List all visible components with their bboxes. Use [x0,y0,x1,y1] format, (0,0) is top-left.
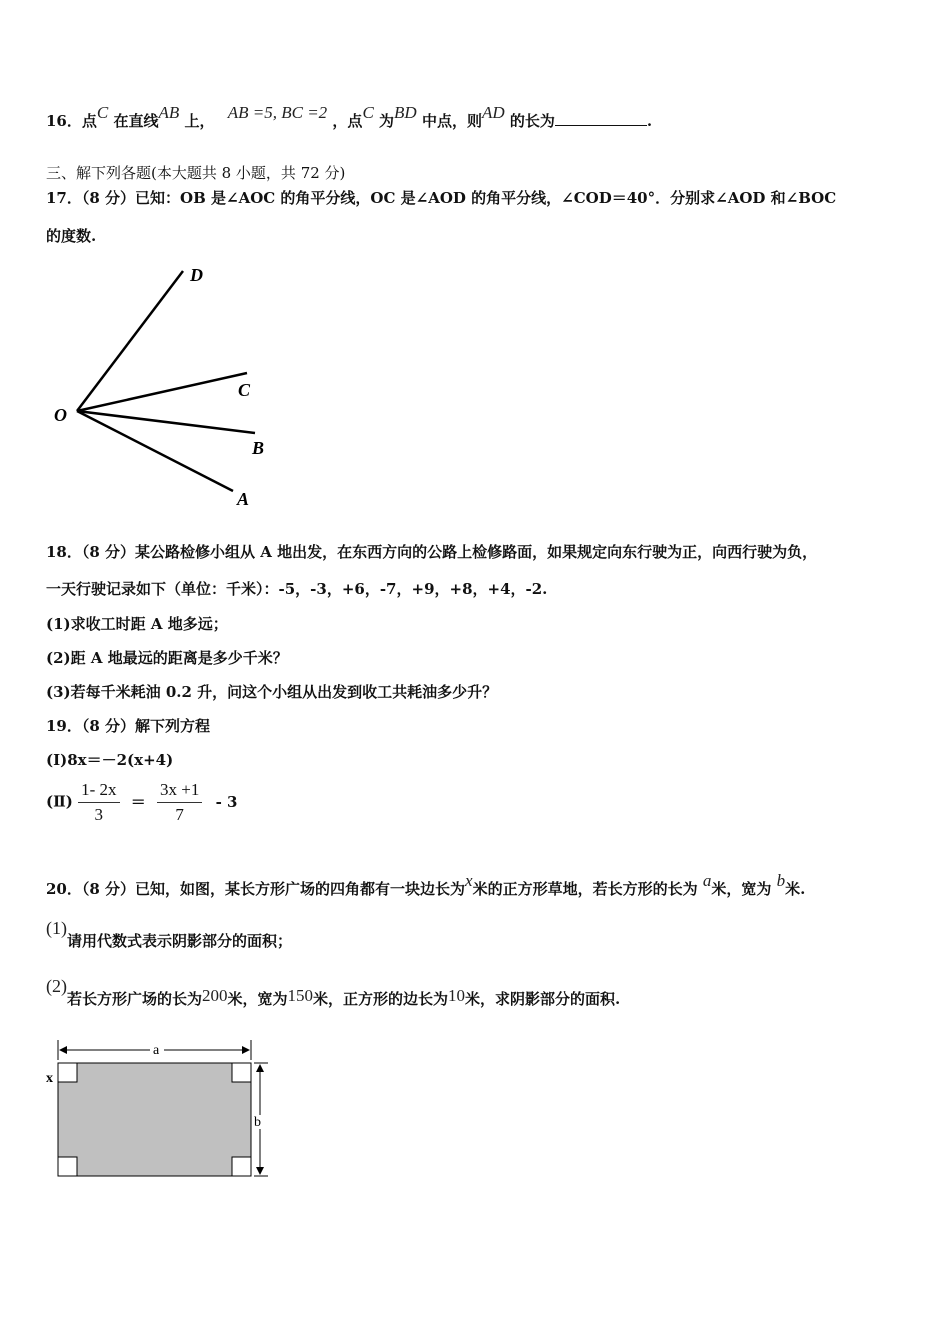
q16-number: 16． [46,112,82,130]
var-b: b [776,871,786,890]
q16-text: 为 [379,112,395,130]
given-lengths: AB =5, BC =2 [227,103,328,122]
q19-eq2 [46,780,237,825]
q20-text: 20．（8 分）已知，如图，某长方形广场的四角都有一块边长为 [46,880,466,898]
fraction-left-num: 1- 2x [78,780,119,803]
label-a-dim: a [153,1043,160,1058]
segment-bd: BD [394,103,417,122]
fraction-right-den: 7 [175,805,184,824]
rectangle-figure [44,1038,274,1183]
corner-square-bl [58,1157,77,1176]
question-16 [46,103,653,131]
label-b-dim: b [254,1115,261,1130]
q20-text: 米. [785,880,806,898]
length-value: 200 [202,986,228,1005]
section-heading: 三、解下列各题(本大题共 8 小题，共 72 分) [46,164,346,182]
sub2-number: (2) [46,976,67,996]
label-x-dim: x [46,1071,53,1086]
q16-text: . [646,112,653,130]
width-value: 150 [287,986,314,1005]
fraction-right-num: 3x +1 [157,780,202,803]
q16-text: 点 [81,112,97,130]
fraction-left-den: 3 [94,805,104,824]
var-x: x [465,871,473,890]
q18-line2: 一天行驶记录如下（单位：千米）：-5，-3，+6，-7，+9，+8，+4，-2. [46,580,548,598]
q18-sub3: (3)若每千米耗油 0.2 升，问这个小组从出发到收工共耗油多少升？ [46,683,498,701]
corner-square-tr [232,1063,251,1082]
q18-sub1: (1)求收工时距 A 地多远； [46,615,228,633]
q20-sub2 [46,976,621,1008]
q16-text: 在直线 [113,112,159,130]
q20-stem [46,871,806,899]
q17-line2: 的度数. [46,227,97,245]
side-value: 10 [448,986,466,1005]
q20-sub2-text: 米，宽为 [227,990,288,1008]
point-c-2: C [362,103,374,122]
q20-sub1-text: 请用代数式表示阴影部分的面积； [67,932,293,950]
q17-line1: 17．（8 分）已知：OB 是∠AOC 的角平分线，OC 是∠AOD 的角平分线，∠COD＝40°．分别求∠AOD 和∠BOC [46,189,837,207]
q19-title: 19．（8 分）解下列方程 [46,717,211,735]
point-c: C [96,103,109,122]
q19-eq1: (Ⅰ)8x＝－2(x+4) [46,751,174,769]
eq2-equals: ＝ [130,792,146,811]
label-o: O [54,405,67,425]
corner-square-tl [58,1063,77,1082]
answer-blank [555,113,647,126]
q16-text: ，点 [332,112,363,130]
line-ab: AB [158,103,180,122]
angle-figure [40,258,280,513]
ray-oa [77,411,233,491]
corner-square-br [232,1157,251,1176]
q16-text: 中点，则 [421,112,482,130]
label-d: D [190,265,203,285]
q16-text: 上， [184,112,215,130]
label-c: C [238,380,251,400]
ray-ob [77,411,255,433]
q16-text: 的长为 [509,112,555,130]
q20-sub2-text: 米，求阴影部分的面积. [465,990,621,1008]
segment-ad: AD [481,103,505,122]
q20-sub1 [46,918,293,950]
eq2-label: (Ⅱ) [46,792,73,811]
eq2-tail: - 3 [215,792,238,811]
q20-text: 米，宽为 [711,880,772,898]
shaded-area [58,1063,251,1176]
var-a: a [702,871,712,890]
q20-sub2-text: 米，正方形的边长为 [313,990,449,1008]
fraction-left [78,780,119,825]
sub1-number: (1) [46,918,67,938]
q18-line1: 18．（8 分）某公路检修小组从 A 地出发，在东西方向的公路上检修路面，如果规定向东行驶为正，向西行驶为负， [46,543,818,561]
label-a: A [237,489,250,509]
q20-sub2-text: 若长方形广场的长为 [67,990,203,1008]
fraction-right [157,780,202,825]
q18-sub2: (2)距 A 地最远的距离是多少千米？ [46,649,288,667]
q20-text: 米的正方形草地，若长方形的长为 [472,880,698,898]
label-b: B [252,438,265,458]
